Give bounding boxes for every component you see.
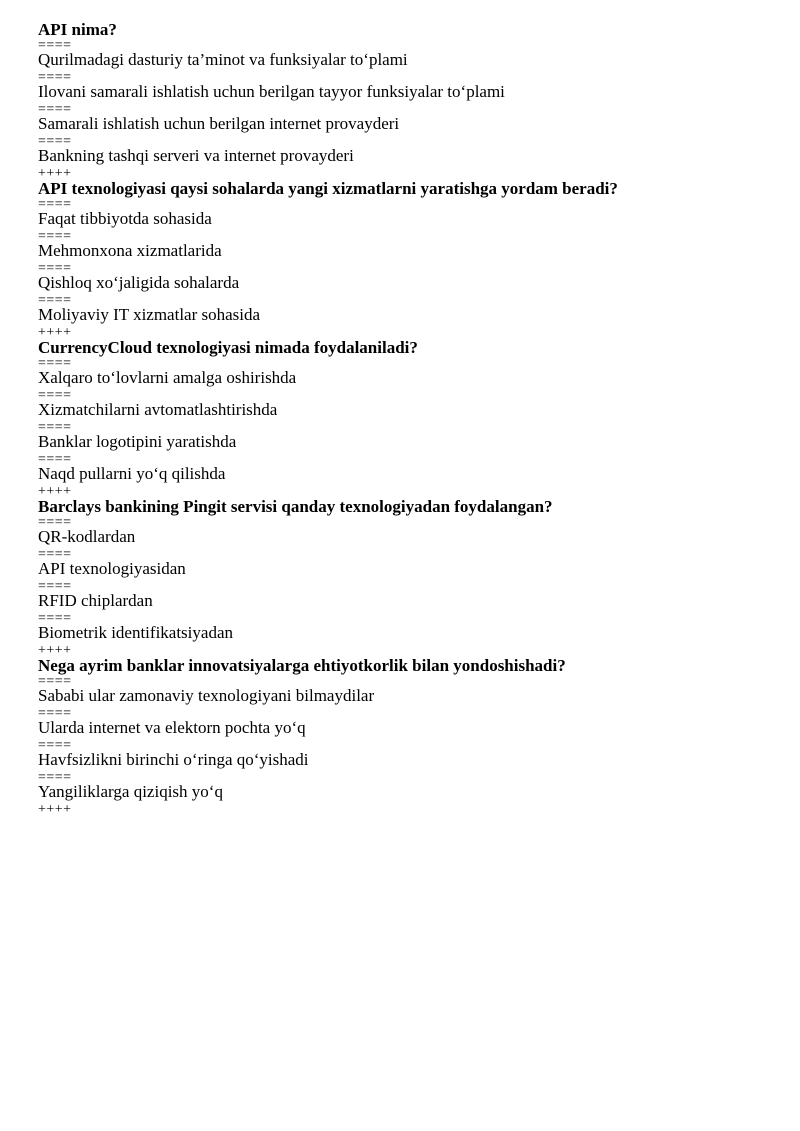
answer-option: Moliyaviy IT xizmatlar sohasida — [38, 305, 261, 324]
answer-option: QR-kodlardan — [38, 527, 136, 546]
question-separator: ++++ — [38, 802, 72, 817]
question-separator: ++++ — [38, 166, 72, 181]
question-block — [38, 179, 778, 338]
answer-separator: ==== — [38, 261, 72, 276]
answer-option: Naqd pullarni yo‘q qilishda — [38, 464, 226, 483]
question-block — [38, 497, 778, 656]
answer-option: RFID chiplardan — [38, 591, 153, 610]
answer-option: Banklar logotipini yaratishda — [38, 432, 237, 451]
question-block — [38, 338, 778, 497]
answer-option: Qurilmadagi dasturiy ta’minot va funksiyalar to‘plami — [38, 50, 408, 69]
answer-separator: ==== — [38, 420, 72, 435]
answer-separator: ==== — [38, 674, 72, 689]
answer-separator: ==== — [38, 229, 72, 244]
answer-option: Mehmonxona xizmatlarida — [38, 241, 222, 260]
answer-separator: ==== — [38, 293, 72, 308]
answer-option: Faqat tibbiyotda sohasida — [38, 209, 212, 228]
answer-separator: ==== — [38, 738, 72, 753]
answer-separator: ==== — [38, 70, 72, 85]
answer-option: Havfsizlikni birinchi o‘ringa qo‘yishadi — [38, 750, 309, 769]
answer-separator: ==== — [38, 579, 72, 594]
question-block — [38, 20, 778, 179]
answer-option: API texnologiyasidan — [38, 559, 186, 578]
answer-separator: ==== — [38, 770, 72, 785]
question-text: API nima? — [38, 20, 117, 39]
answer-option: Samarali ishlatish uchun berilgan internet provayderi — [38, 114, 400, 133]
question-block — [38, 656, 778, 815]
answer-separator: ==== — [38, 611, 72, 626]
answer-option: Biometrik identifikatsiyadan — [38, 623, 233, 642]
answer-option: Bankning tashqi serveri va internet provayderi — [38, 146, 354, 165]
answer-option: Ilovani samarali ishlatish uchun berilgan tayyor funksiyalar to‘plami — [38, 82, 505, 101]
answer-option: Sababi ular zamonaviy texnologiyani bilmaydilar — [38, 686, 375, 705]
answer-option: Qishloq xo‘jaligida sohalarda — [38, 273, 240, 292]
question-text: API texnologiyasi qaysi sohalarda yangi xizmatlarni yaratishga yordam beradi? — [38, 179, 618, 198]
answer-option: Xalqaro to‘lovlarni amalga oshirishda — [38, 368, 297, 387]
answer-separator: ==== — [38, 102, 72, 117]
question-text: CurrencyCloud texnologiyasi nimada foydalaniladi? — [38, 338, 418, 357]
question-text: Barclays bankining Pingit servisi qanday texnologiyadan foydalangan? — [38, 497, 553, 516]
question-separator: ++++ — [38, 643, 72, 658]
answer-option: Xizmatchilarni avtomatlashtirishda — [38, 400, 278, 419]
question-separator: ++++ — [38, 484, 72, 499]
answer-separator: ==== — [38, 388, 72, 403]
document-page — [38, 20, 778, 815]
answer-separator: ==== — [38, 547, 72, 562]
answer-separator: ==== — [38, 38, 72, 53]
question-text: Nega ayrim banklar innovatsiyalarga ehtiyotkorlik bilan yondoshishadi? — [38, 656, 566, 675]
answer-separator: ==== — [38, 515, 72, 530]
answer-separator: ==== — [38, 134, 72, 149]
answer-separator: ==== — [38, 706, 72, 721]
answer-separator: ==== — [38, 356, 72, 371]
answer-separator: ==== — [38, 452, 72, 467]
answer-option: Ularda internet va elektorn pochta yo‘q — [38, 718, 306, 737]
answer-separator: ==== — [38, 197, 72, 212]
answer-option: Yangiliklarga qiziqish yo‘q — [38, 782, 223, 801]
question-separator: ++++ — [38, 325, 72, 340]
